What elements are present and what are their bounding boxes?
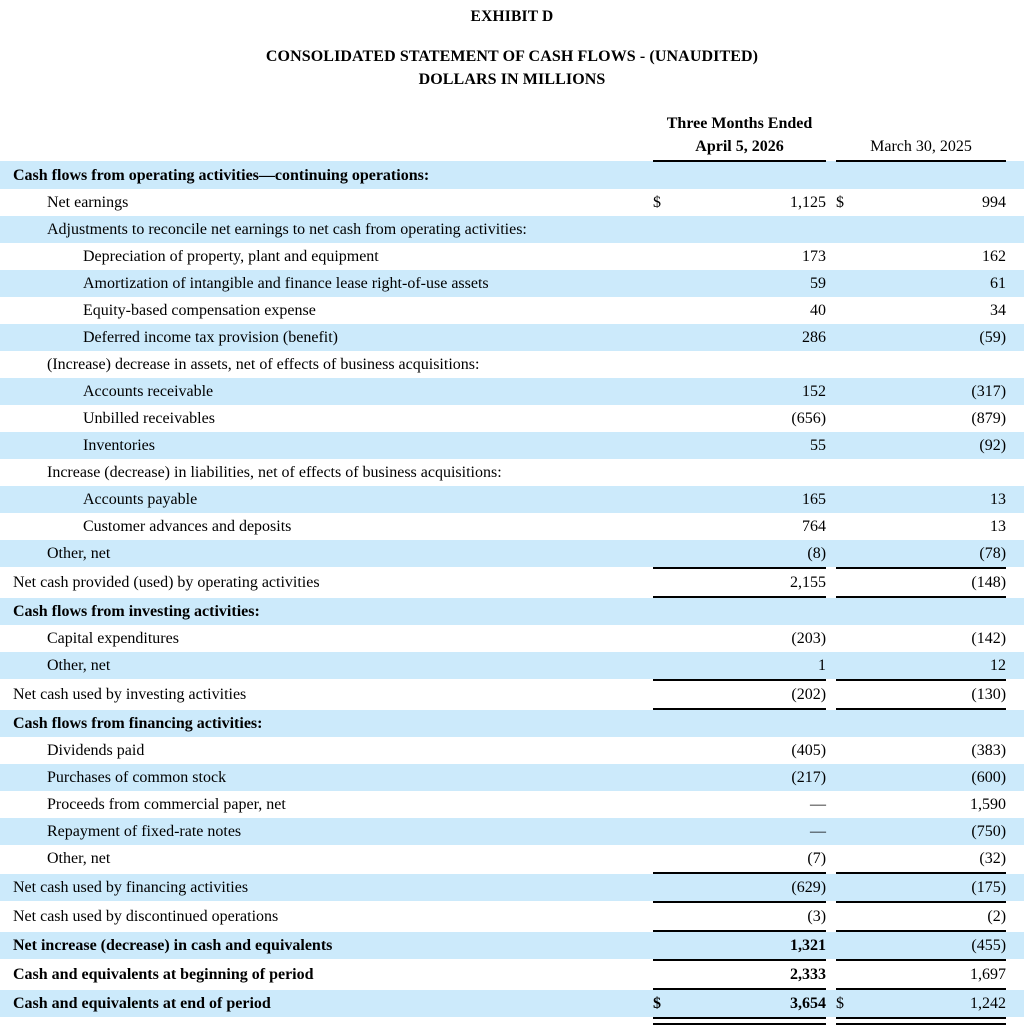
row-label: Purchases of common stock bbox=[0, 764, 653, 791]
row-pad bbox=[1006, 710, 1024, 737]
table-body bbox=[0, 161, 1024, 1025]
row-pad bbox=[1006, 598, 1024, 625]
row-pad bbox=[1006, 874, 1024, 901]
row-currency-symbol-2 bbox=[836, 681, 864, 708]
header-gap-cell-2 bbox=[826, 136, 836, 161]
row-currency-symbol-1 bbox=[653, 243, 681, 270]
row-value-current-period: 152 bbox=[681, 378, 826, 405]
row-gap bbox=[826, 845, 836, 872]
row-label: Increase (decrease) in liabilities, net of effects of business acquisitions: bbox=[47, 464, 502, 481]
row-value-prior-period: (455) bbox=[864, 932, 1006, 959]
row-value-current-period: (217) bbox=[681, 764, 826, 791]
row-pad bbox=[1006, 513, 1024, 540]
row-currency-symbol-2 bbox=[836, 961, 864, 988]
subtotal-rule-row bbox=[0, 1017, 1024, 1025]
header-empty-cell-3 bbox=[0, 136, 653, 161]
table-row bbox=[0, 990, 1024, 1017]
row-value-current-period: 3,654 bbox=[681, 990, 826, 1017]
table-row bbox=[0, 961, 1024, 988]
row-label: Cash flows from financing activities: bbox=[0, 710, 653, 737]
row-label: Accounts payable bbox=[0, 486, 653, 513]
row-gap bbox=[826, 625, 836, 652]
row-pad bbox=[1006, 351, 1024, 378]
exhibit-label: EXHIBIT D bbox=[470, 8, 554, 25]
row-currency-symbol-2 bbox=[836, 432, 864, 459]
row-currency-symbol-2 bbox=[836, 486, 864, 513]
row-value-prior-period: 1,590 bbox=[970, 796, 1007, 813]
table-row bbox=[0, 932, 1024, 959]
table-header bbox=[0, 113, 1024, 161]
row-pad bbox=[1006, 961, 1024, 988]
table-row bbox=[0, 243, 1024, 270]
row-currency-symbol-1 bbox=[653, 351, 681, 378]
row-gap bbox=[826, 932, 836, 959]
row-value-prior-period: 61 bbox=[864, 270, 1006, 297]
row-gap bbox=[826, 513, 836, 540]
table-row bbox=[0, 405, 1024, 432]
row-value-current-period: 1,125 bbox=[790, 194, 827, 211]
row-currency-symbol-2 bbox=[836, 161, 864, 189]
row-currency-symbol-2 bbox=[836, 297, 864, 324]
row-gap bbox=[826, 652, 836, 679]
column-header-current-period: April 5, 2026 bbox=[653, 136, 826, 161]
row-currency-symbol-2 bbox=[836, 270, 864, 297]
row-value-current-period: 2,155 bbox=[790, 574, 827, 591]
table-row bbox=[0, 540, 1024, 567]
header-gap-cell bbox=[826, 113, 836, 136]
row-currency-symbol-1 bbox=[653, 569, 681, 596]
row-pad bbox=[1006, 270, 1024, 297]
row-currency-symbol-2 bbox=[836, 737, 864, 764]
row-label: Cash and equivalents at beginning of period bbox=[13, 966, 314, 983]
row-value-prior-period: 1,242 bbox=[864, 990, 1006, 1017]
row-label: Customer advances and deposits bbox=[83, 518, 292, 535]
row-gap bbox=[826, 791, 836, 818]
row-gap bbox=[826, 459, 836, 486]
table-row bbox=[0, 903, 1024, 930]
row-label: Other, net bbox=[0, 652, 653, 679]
header-dates-row bbox=[0, 136, 1024, 161]
row-pad bbox=[1006, 324, 1024, 351]
row-gap bbox=[826, 486, 836, 513]
row-pad bbox=[1006, 625, 1024, 652]
row-currency-symbol-1 bbox=[653, 818, 681, 845]
rule-gap bbox=[826, 1017, 836, 1025]
row-currency-symbol-2 bbox=[836, 351, 864, 378]
row-gap bbox=[826, 818, 836, 845]
table-row bbox=[0, 710, 1024, 737]
row-currency-symbol-2 bbox=[836, 652, 864, 679]
row-pad bbox=[1006, 764, 1024, 791]
row-pad bbox=[1006, 189, 1024, 216]
header-empty-cell bbox=[0, 113, 653, 136]
row-value-current-period: 286 bbox=[681, 324, 826, 351]
row-currency-symbol-1 bbox=[653, 932, 681, 959]
table-row bbox=[0, 598, 1024, 625]
row-value-current-period bbox=[681, 216, 826, 243]
row-currency-symbol-2: $ bbox=[836, 194, 845, 211]
row-currency-symbol-2 bbox=[836, 874, 864, 901]
row-currency-symbol-1 bbox=[653, 652, 681, 679]
row-currency-symbol-1 bbox=[653, 710, 681, 737]
row-value-prior-period: (142) bbox=[971, 630, 1007, 647]
row-value-current-period: (203) bbox=[791, 630, 827, 647]
header-pad-cell bbox=[1006, 113, 1024, 136]
row-currency-symbol-2 bbox=[836, 598, 864, 625]
table-row bbox=[0, 818, 1024, 845]
row-value-prior-period: 12 bbox=[864, 652, 1006, 679]
row-gap bbox=[826, 243, 836, 270]
table-row bbox=[0, 216, 1024, 243]
row-currency-symbol-2 bbox=[836, 764, 864, 791]
row-value-prior-period: (130) bbox=[971, 686, 1007, 703]
row-value-current-period bbox=[681, 161, 826, 189]
table-row bbox=[0, 652, 1024, 679]
rule-under-prior-period bbox=[836, 1017, 1006, 1025]
row-label: Adjustments to reconcile net earnings to net cash from operating activities: bbox=[0, 216, 653, 243]
row-gap bbox=[826, 681, 836, 708]
row-pad bbox=[1006, 845, 1024, 872]
row-label: Capital expenditures bbox=[47, 630, 179, 647]
column-header-prior-period: March 30, 2025 bbox=[836, 136, 1006, 161]
row-gap bbox=[826, 432, 836, 459]
row-currency-symbol-1: $ bbox=[653, 194, 661, 211]
row-label: Dividends paid bbox=[47, 742, 145, 759]
row-currency-symbol-2 bbox=[836, 710, 864, 737]
row-gap bbox=[826, 351, 836, 378]
row-currency-symbol-1 bbox=[653, 625, 681, 652]
row-gap bbox=[826, 270, 836, 297]
row-pad bbox=[1006, 791, 1024, 818]
row-gap bbox=[826, 598, 836, 625]
header-pad-cell-2 bbox=[1006, 136, 1024, 161]
table-row bbox=[0, 459, 1024, 486]
row-value-prior-period: 994 bbox=[982, 194, 1007, 211]
row-label: Net earnings bbox=[47, 194, 129, 211]
row-currency-symbol-2 bbox=[836, 216, 864, 243]
rule-under-current-period bbox=[653, 1017, 826, 1025]
row-value-prior-period bbox=[864, 459, 1006, 486]
row-currency-symbol-2 bbox=[836, 459, 864, 486]
row-value-prior-period: (879) bbox=[971, 410, 1007, 427]
row-label: Cash flows from operating activities—continuing operations: bbox=[0, 161, 653, 189]
row-value-prior-period: (750) bbox=[864, 818, 1006, 845]
row-currency-symbol-1 bbox=[653, 486, 681, 513]
row-value-current-period bbox=[681, 710, 826, 737]
table-row bbox=[0, 351, 1024, 378]
row-label: Other, net bbox=[0, 540, 653, 567]
row-currency-symbol-2 bbox=[836, 513, 864, 540]
row-gap bbox=[826, 764, 836, 791]
row-currency-symbol-2 bbox=[836, 845, 864, 872]
row-value-current-period: (405) bbox=[791, 742, 827, 759]
row-label: Net cash used by investing activities bbox=[13, 686, 247, 703]
row-currency-symbol-2 bbox=[836, 324, 864, 351]
row-currency-symbol-1 bbox=[653, 791, 681, 818]
row-gap bbox=[826, 737, 836, 764]
row-pad bbox=[1006, 681, 1024, 708]
row-label: Equity-based compensation expense bbox=[83, 302, 316, 319]
row-pad bbox=[1006, 459, 1024, 486]
row-gap bbox=[826, 990, 836, 1017]
row-currency-symbol-1 bbox=[653, 764, 681, 791]
row-pad bbox=[1006, 932, 1024, 959]
row-currency-symbol-2 bbox=[836, 903, 864, 930]
row-currency-symbol-1 bbox=[653, 270, 681, 297]
row-pad bbox=[1006, 569, 1024, 596]
rule-pad bbox=[1006, 1017, 1024, 1025]
row-value-prior-period: (32) bbox=[979, 850, 1007, 867]
row-value-prior-period: (92) bbox=[864, 432, 1006, 459]
row-currency-symbol-2: $ bbox=[836, 990, 864, 1017]
row-label: Unbilled receivables bbox=[83, 410, 215, 427]
row-pad bbox=[1006, 216, 1024, 243]
row-currency-symbol-1 bbox=[653, 459, 681, 486]
table-row bbox=[0, 764, 1024, 791]
cash-flow-table bbox=[0, 113, 1024, 1025]
row-currency-symbol-1 bbox=[653, 598, 681, 625]
row-currency-symbol-1 bbox=[653, 432, 681, 459]
row-value-current-period: 165 bbox=[681, 486, 826, 513]
header-spanner-row bbox=[0, 113, 1024, 136]
row-value-prior-period bbox=[864, 598, 1006, 625]
row-currency-symbol-2 bbox=[836, 818, 864, 845]
row-value-current-period: 55 bbox=[681, 432, 826, 459]
row-currency-symbol-1 bbox=[653, 161, 681, 189]
row-pad bbox=[1006, 161, 1024, 189]
row-currency-symbol-2 bbox=[836, 625, 864, 652]
row-label: (Increase) decrease in assets, net of effects of business acquisitions: bbox=[47, 356, 480, 373]
row-gap bbox=[826, 189, 836, 216]
row-value-current-period: 1,321 bbox=[681, 932, 826, 959]
row-value-current-period: (7) bbox=[807, 850, 827, 867]
row-value-current-period bbox=[681, 351, 826, 378]
row-gap bbox=[826, 297, 836, 324]
table-row bbox=[0, 791, 1024, 818]
row-currency-symbol-2 bbox=[836, 405, 864, 432]
row-pad bbox=[1006, 652, 1024, 679]
table-row bbox=[0, 737, 1024, 764]
table-row bbox=[0, 874, 1024, 901]
row-pad bbox=[1006, 432, 1024, 459]
row-value-prior-period: 13 bbox=[864, 486, 1006, 513]
row-gap bbox=[826, 161, 836, 189]
row-value-prior-period: (148) bbox=[971, 574, 1007, 591]
row-currency-symbol-1 bbox=[653, 324, 681, 351]
row-value-current-period: — bbox=[810, 796, 827, 813]
row-pad bbox=[1006, 405, 1024, 432]
row-pad bbox=[1006, 486, 1024, 513]
row-currency-symbol-2 bbox=[836, 243, 864, 270]
row-gap bbox=[826, 903, 836, 930]
page-title: CONSOLIDATED STATEMENT OF CASH FLOWS - (UNAUDITED) bbox=[265, 48, 759, 65]
row-gap bbox=[826, 710, 836, 737]
table-row bbox=[0, 161, 1024, 189]
row-value-prior-period: (59) bbox=[864, 324, 1006, 351]
table-row bbox=[0, 189, 1024, 216]
row-currency-symbol-1 bbox=[653, 216, 681, 243]
row-label: Net increase (decrease) in cash and equivalents bbox=[0, 932, 653, 959]
row-label: Accounts receivable bbox=[0, 378, 653, 405]
page-subtitle: DOLLARS IN MILLIONS bbox=[418, 71, 606, 88]
row-value-current-period: 173 bbox=[802, 248, 827, 265]
row-value-current-period bbox=[681, 598, 826, 625]
row-currency-symbol-1 bbox=[653, 903, 681, 930]
row-value-prior-period: (383) bbox=[971, 742, 1007, 759]
table-row bbox=[0, 270, 1024, 297]
row-gap bbox=[826, 540, 836, 567]
row-value-current-period: (202) bbox=[791, 686, 827, 703]
table-row bbox=[0, 681, 1024, 708]
row-value-prior-period: (600) bbox=[864, 764, 1006, 791]
row-value-prior-period: (78) bbox=[864, 540, 1006, 567]
row-label: Amortization of intangible and finance lease right-of-use assets bbox=[0, 270, 653, 297]
row-pad bbox=[1006, 243, 1024, 270]
row-currency-symbol-1 bbox=[653, 845, 681, 872]
row-value-current-period: (3) bbox=[807, 908, 827, 925]
row-value-current-period: 59 bbox=[681, 270, 826, 297]
row-value-current-period: (656) bbox=[791, 410, 827, 427]
row-pad bbox=[1006, 737, 1024, 764]
row-currency-symbol-2 bbox=[836, 378, 864, 405]
row-value-current-period: 1 bbox=[681, 652, 826, 679]
row-label: Depreciation of property, plant and equipment bbox=[83, 248, 379, 265]
table-row bbox=[0, 432, 1024, 459]
row-label: Net cash used by financing activities bbox=[0, 874, 653, 901]
row-value-prior-period bbox=[864, 351, 1006, 378]
row-currency-symbol-1 bbox=[653, 540, 681, 567]
row-pad bbox=[1006, 378, 1024, 405]
row-label: Other, net bbox=[47, 850, 111, 867]
table-row bbox=[0, 513, 1024, 540]
document-titles bbox=[0, 0, 1024, 91]
row-value-prior-period: (2) bbox=[987, 908, 1007, 925]
row-pad bbox=[1006, 903, 1024, 930]
row-label: Cash flows from investing activities: bbox=[0, 598, 653, 625]
row-value-current-period: (8) bbox=[681, 540, 826, 567]
row-value-current-period bbox=[681, 459, 826, 486]
row-gap bbox=[826, 569, 836, 596]
row-gap bbox=[826, 874, 836, 901]
row-currency-symbol-1 bbox=[653, 681, 681, 708]
row-value-prior-period: (317) bbox=[864, 378, 1006, 405]
row-currency-symbol-1: $ bbox=[653, 990, 681, 1017]
row-gap bbox=[826, 324, 836, 351]
row-value-prior-period: 34 bbox=[990, 302, 1007, 319]
row-value-prior-period: 162 bbox=[982, 248, 1007, 265]
row-currency-symbol-1 bbox=[653, 737, 681, 764]
row-gap bbox=[826, 378, 836, 405]
row-value-current-period: (629) bbox=[681, 874, 826, 901]
row-gap bbox=[826, 405, 836, 432]
row-value-prior-period: 13 bbox=[990, 518, 1007, 535]
row-currency-symbol-1 bbox=[653, 297, 681, 324]
row-value-current-period: — bbox=[681, 818, 826, 845]
header-three-months-ended: Three Months Ended bbox=[666, 115, 813, 132]
table-row bbox=[0, 378, 1024, 405]
row-currency-symbol-2 bbox=[836, 932, 864, 959]
row-value-current-period: 40 bbox=[810, 302, 827, 319]
row-currency-symbol-2 bbox=[836, 569, 864, 596]
row-value-prior-period: 1,697 bbox=[970, 966, 1007, 983]
table-row bbox=[0, 486, 1024, 513]
row-label: Cash and equivalents at end of period bbox=[0, 990, 653, 1017]
row-value-current-period: 764 bbox=[802, 518, 827, 535]
row-currency-symbol-1 bbox=[653, 961, 681, 988]
row-label: Repayment of fixed-rate notes bbox=[0, 818, 653, 845]
row-value-prior-period bbox=[864, 216, 1006, 243]
row-label: Deferred income tax provision (benefit) bbox=[0, 324, 653, 351]
row-currency-symbol-1 bbox=[653, 405, 681, 432]
row-value-current-period: 2,333 bbox=[790, 966, 827, 983]
row-pad bbox=[1006, 297, 1024, 324]
row-gap bbox=[826, 961, 836, 988]
header-empty-cell-2 bbox=[836, 113, 1006, 136]
row-label: Net cash provided (used) by operating activities bbox=[13, 574, 320, 591]
row-label: Inventories bbox=[0, 432, 653, 459]
row-currency-symbol-1 bbox=[653, 874, 681, 901]
row-currency-symbol-2 bbox=[836, 540, 864, 567]
row-value-prior-period bbox=[864, 710, 1006, 737]
row-label: Net cash used by discontinued operations bbox=[13, 908, 279, 925]
row-pad bbox=[1006, 990, 1024, 1017]
row-currency-symbol-2 bbox=[836, 791, 864, 818]
table-row bbox=[0, 324, 1024, 351]
table-row bbox=[0, 297, 1024, 324]
rule-empty bbox=[0, 1017, 653, 1025]
row-value-prior-period: (175) bbox=[864, 874, 1006, 901]
row-pad bbox=[1006, 818, 1024, 845]
table-row bbox=[0, 625, 1024, 652]
row-gap bbox=[826, 216, 836, 243]
table-row bbox=[0, 845, 1024, 872]
table-row bbox=[0, 569, 1024, 596]
row-value-prior-period bbox=[864, 161, 1006, 189]
row-label: Proceeds from commercial paper, net bbox=[47, 796, 286, 813]
row-pad bbox=[1006, 540, 1024, 567]
row-currency-symbol-1 bbox=[653, 513, 681, 540]
row-currency-symbol-1 bbox=[653, 378, 681, 405]
